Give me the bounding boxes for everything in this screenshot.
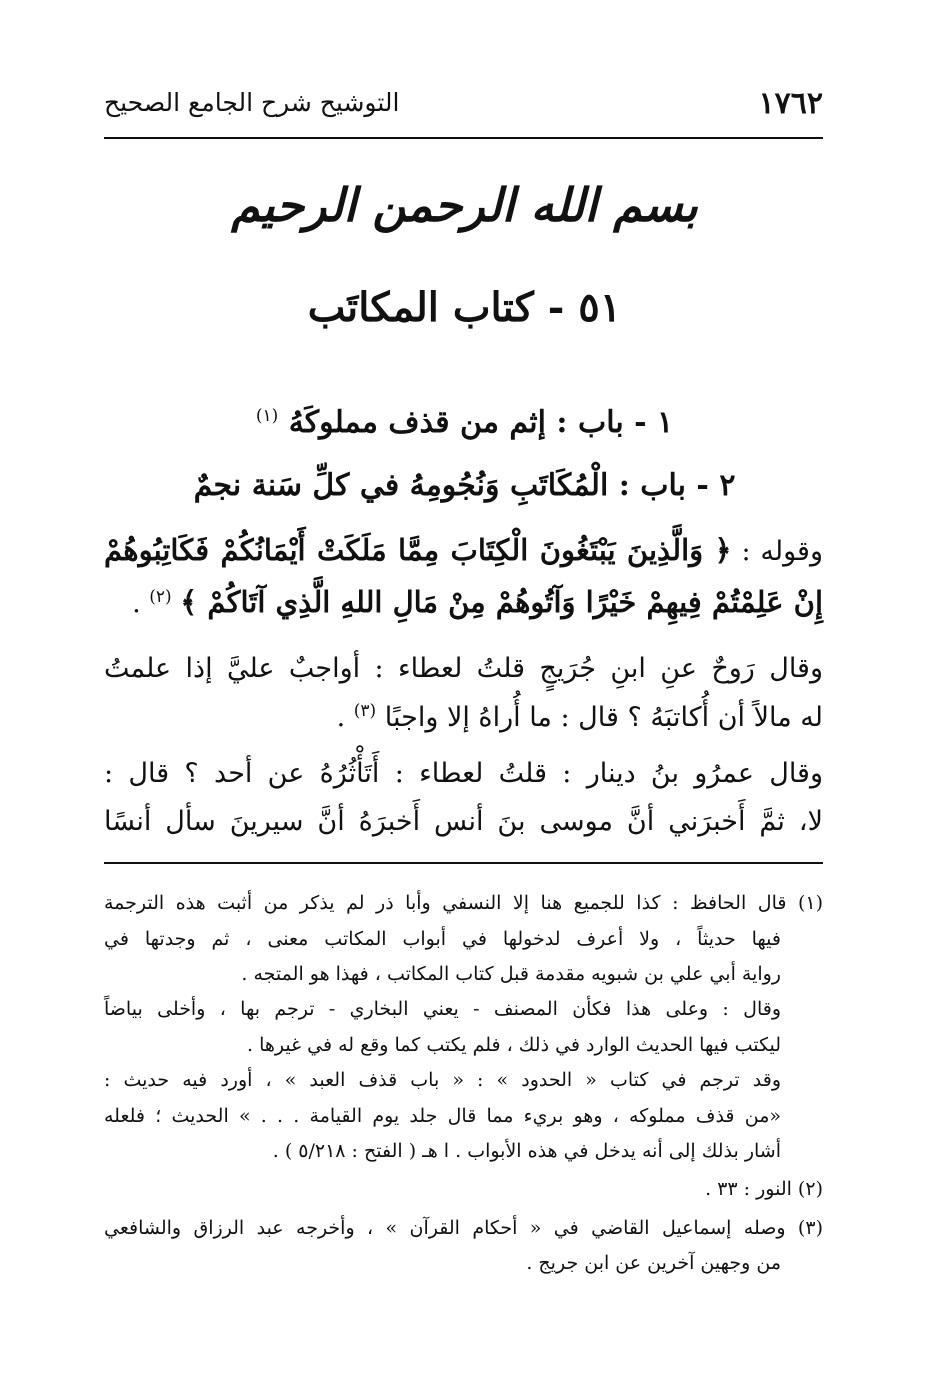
footnote-marker: (١) [255,406,279,426]
body-line: وقال عمرُو بنُ دينار : قلتُ لعطاء : أَتَأْثُرُهُ عن أحد ؟ قال : [104,758,823,789]
footnote-line: (٢) النور : ٣٣ . [705,1178,823,1200]
body-text: وقوله : [741,536,823,567]
header-divider [104,137,823,139]
body-line: وقال رَوحٌ عنِ ابنِ جُرَيجٍ قلتُ لعطاء : أواجبٌ عليَّ إذا علمتُ [104,653,823,684]
footnote-line: وقد ترجم في كتاب « الحدود » : « باب قذف العبد » ، أورد فيه حديث : [104,1069,781,1091]
body-line [104,585,823,619]
chapter-heading-1 [0,405,929,440]
footnote-line: من وجهين آخرين عن ابن جريج . [526,1252,781,1274]
chapter-heading-2: ٢ - باب : الْمُكَاتَبِ وَنُجُومِهُ في كلِّ سَنة نجمٌ [193,468,736,503]
footnote-line: أشار بذلك إلى أنه يدخل في هذه الأبواب . ا هـ ( الفتح : ٥/٢١٨ ) . [272,1140,781,1162]
running-title: التوشيح شرح الجامع الصحيح [104,88,400,117]
footnote-line: «من قذف مملوكه ، وهو بريء مما قال جلد يوم القيامة . . . » الحديث ؛ فلعله [104,1105,781,1127]
footnote-line: رواية أبي علي بن شبويه مقدمة قبل كتاب المكاتب ، فهذا هو المتجه . [241,963,781,985]
footnote-marker: (٢) [149,587,172,607]
footnote-line: (١) قال الحافظ : كذا للجميع هنا إلا النسفي وأبا ذر لم يذكر من أثبت هذه الترجمة [104,892,823,914]
basmala-calligraphy: بسم الله الرحمن الرحيم [231,178,698,232]
quran-verse: إِنْ عَلِمْتُمْ فِيهِمْ خَيْرًا وَآتُوهُمْ مِنْ مَالِ اللهِ الَّذِي آتَاكُمْ ﴾ [180,585,823,619]
footnote-line: فيها حديثاً ، ولا أعرف لدخولها في أبواب المكاتب معنى ، ثم وجدتها في [104,928,781,950]
footnote-marker: (٣) [353,701,377,721]
body-text: . [132,588,141,619]
page-number: ١٧٦٢ [758,86,823,121]
footnote-line: (٣) وصله إسماعيل القاضي في « أحكام القرآن » ، وأخرجه عبد الرزاق والشافعي [104,1217,823,1239]
body-line [104,533,823,567]
running-header [104,86,823,138]
book-heading: ٥١ - كتاب المكاتَب [307,284,622,331]
body-text: له مالاً أن أُكاتبَهُ ؟ قال : ما أُراهُ إلا واجبًا [384,702,823,733]
chapter-heading-1-text: ١ - باب : إثم من قذف مملوكَهُ [288,405,674,440]
quran-verse: ﴿ وَالَّذِينَ يَبْتَغُونَ الْكِتَابَ مِمَّا مَلَكَتْ أَيْمَانُكُمْ فَكَاتِبُوهُمْ [104,533,732,567]
footnote-line: وقال : وعلى هذا فكأن المصنف - يعني البخاري - ترجم بها ، وأخلى بياضاً [104,998,781,1020]
footnote-divider [104,862,823,864]
body-line [104,701,823,733]
body-line: لا، ثمَّ أَخبرَني أنَّ موسى بنَ أنس أَخبرَهُ أنَّ سيرينَ سأل أنسًا [104,806,823,837]
footnote-line: ليكتب فيها الحديث الوارد في ذلك ، فلم يكتب كما وقع له في غيرها . [247,1034,781,1056]
body-text: . [336,702,346,733]
